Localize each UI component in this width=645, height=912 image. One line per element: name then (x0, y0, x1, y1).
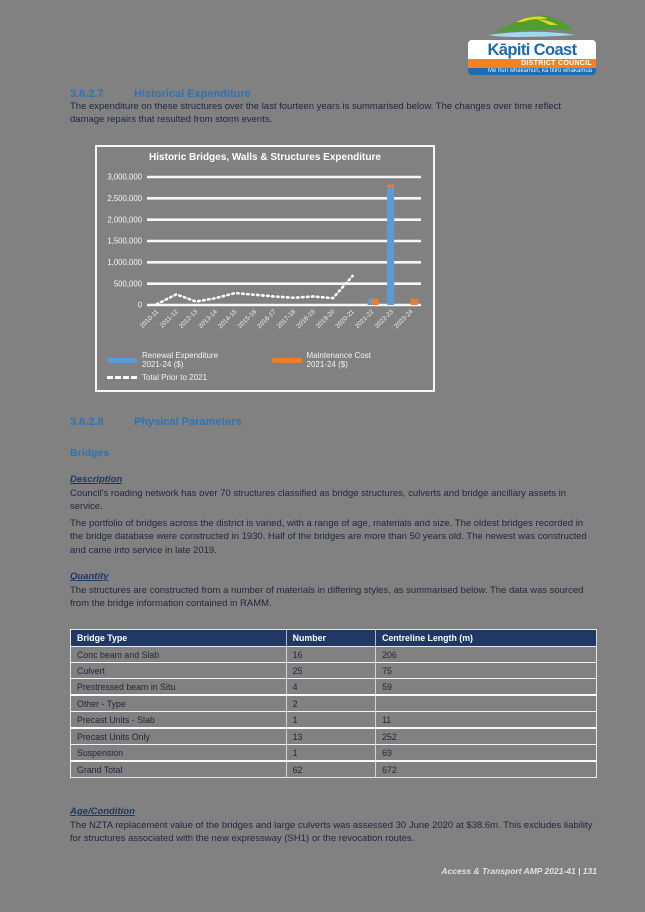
table-cell: Prestressed beam in Situ (71, 679, 287, 696)
bridges-heading: Bridges (70, 447, 110, 459)
svg-text:2015-16: 2015-16 (236, 308, 259, 331)
table-row (71, 712, 597, 729)
section-heading-physical-parameters (70, 416, 242, 428)
svg-text:2016-17: 2016-17 (256, 308, 278, 331)
svg-text:2023-24: 2023-24 (393, 308, 415, 331)
table-cell: 62 (286, 761, 375, 778)
paragraph-age-condition: The NZTA replacement value of the bridges and large culverts was assessed 30 June 2020 at $38.6m. This excludes liability for structures associated with the new expressway (SH1) or the revocation routes. (70, 820, 593, 845)
section-number: 3.6.2.7 (70, 88, 104, 100)
header-centreline-length: Centreline Length (m) (376, 630, 597, 647)
table-cell: 206 (376, 647, 597, 663)
table-row (71, 728, 597, 745)
paragraph-historical-expenditure: The expenditure on these structures over the last fourteen years is summarised below. The changes over time reflect damage repairs that resulted from storm events. (70, 101, 561, 126)
quantity-heading: Quantity (70, 571, 109, 582)
age-condition-heading: Age/Condition (70, 806, 135, 817)
section-title: Historical Expenditure (134, 88, 251, 100)
expenditure-chart (95, 145, 435, 392)
svg-text:2018-19: 2018-19 (295, 308, 317, 331)
svg-text:2021-22: 2021-22 (353, 308, 376, 331)
logo-name: Kāpiti Coast (487, 41, 577, 59)
council-logo (468, 13, 596, 75)
table-cell: Precast Units Only (71, 728, 287, 745)
paragraph-description-2: The portfolio of bridges across the district is varied, with a range of age, materials and size. The oldest bridges recorded in the bridge database were constructed in 1930. Half of the bridges are more than 50 years old. The newest was constructed and came into service in late 2019. (70, 518, 587, 556)
svg-text:2010-11: 2010-11 (138, 308, 161, 330)
table-row (71, 663, 597, 679)
svg-text:2012-13: 2012-13 (177, 308, 200, 331)
paragraph-description-1: Council's roading network has over 70 structures classified as bridge structures, culverts and bridge ancillary assets in service. (70, 488, 567, 513)
table-cell: Culvert (71, 663, 287, 679)
paragraph-quantity: The structures are constructed from a number of materials in differing styles, as summarised below. The data was sourced from the bridge information contained in RAMM. (70, 585, 584, 610)
table-cell: Precast Units - Slab (71, 712, 287, 729)
table-cell: 59 (376, 679, 597, 696)
section-number: 3.6.2.8 (70, 416, 104, 428)
table-cell: 75 (376, 663, 597, 679)
table-cell: Other - Type (71, 695, 287, 712)
table-header-row (71, 630, 597, 647)
legend-total-prior: Total Prior to 2021 (107, 373, 207, 382)
table-row (71, 695, 597, 712)
svg-text:500,000: 500,000 (113, 279, 142, 289)
table-cell: 1 (286, 712, 375, 729)
logo-card (468, 40, 596, 59)
table-row (71, 647, 597, 663)
logo-motto: Me huri whakamuri, ka titiro whakamua (468, 68, 596, 75)
table-cell (376, 695, 597, 712)
section-title: Physical Parameters (134, 416, 242, 428)
svg-text:2022-23: 2022-23 (373, 308, 396, 331)
renewal-series-swatch-icon (107, 358, 137, 363)
svg-text:2,500,000: 2,500,000 (107, 193, 142, 203)
table-cell: 13 (286, 728, 375, 745)
svg-text:3,000,000: 3,000,000 (107, 172, 142, 182)
total-prior-series-swatch-icon (107, 376, 137, 379)
table-row (71, 745, 597, 762)
table-cell: 252 (376, 728, 597, 745)
logo-subtitle: DISTRICT COUNCIL (468, 59, 596, 68)
table-cell: 1 (286, 745, 375, 762)
legend-renewal: Renewal Expenditure 2021-24 ($) (107, 351, 228, 369)
chart-plot (97, 169, 433, 345)
svg-text:2,000,000: 2,000,000 (107, 215, 142, 225)
chart-title: Historic Bridges, Walls & Structures Expenditure (149, 152, 381, 163)
svg-text:2013-14: 2013-14 (197, 308, 219, 331)
table-cell: 25 (286, 663, 375, 679)
kapiti-island-icon (468, 13, 596, 44)
table-cell: Suspension (71, 745, 287, 762)
svg-text:2011-12: 2011-12 (158, 308, 180, 330)
description-heading: Description (70, 474, 123, 485)
header-number: Number (286, 630, 375, 647)
table-cell: Conc beam and Slab (71, 647, 287, 663)
svg-text:0: 0 (137, 300, 142, 310)
table-cell: 4 (286, 679, 375, 696)
bridge-type-table (70, 629, 597, 778)
svg-text:1,000,000: 1,000,000 (107, 257, 142, 267)
svg-text:1,500,000: 1,500,000 (107, 236, 142, 246)
svg-text:2019-20: 2019-20 (314, 308, 337, 331)
table-row (71, 679, 597, 696)
table-cell: 11 (376, 712, 597, 729)
table-cell: 2 (286, 695, 375, 712)
section-heading-historical-expenditure (70, 88, 251, 100)
maintenance-series-swatch-icon (272, 358, 302, 363)
svg-text:2014-15: 2014-15 (216, 308, 239, 331)
table-cell: 69 (376, 745, 597, 762)
table-cell: Grand Total (71, 761, 287, 778)
table-cell: 16 (286, 647, 375, 663)
page-footer: Access & Transport AMP 2021-41 | 131 (441, 866, 597, 876)
svg-text:2020-21: 2020-21 (334, 308, 356, 331)
legend-maintenance: Maintenance Cost 2021-24 ($) (272, 351, 383, 369)
chart-legend (107, 351, 427, 386)
svg-text:2017-18: 2017-18 (275, 308, 298, 331)
table-cell: 672 (376, 761, 597, 778)
header-bridge-type: Bridge Type (71, 630, 287, 647)
table-row (71, 761, 597, 778)
